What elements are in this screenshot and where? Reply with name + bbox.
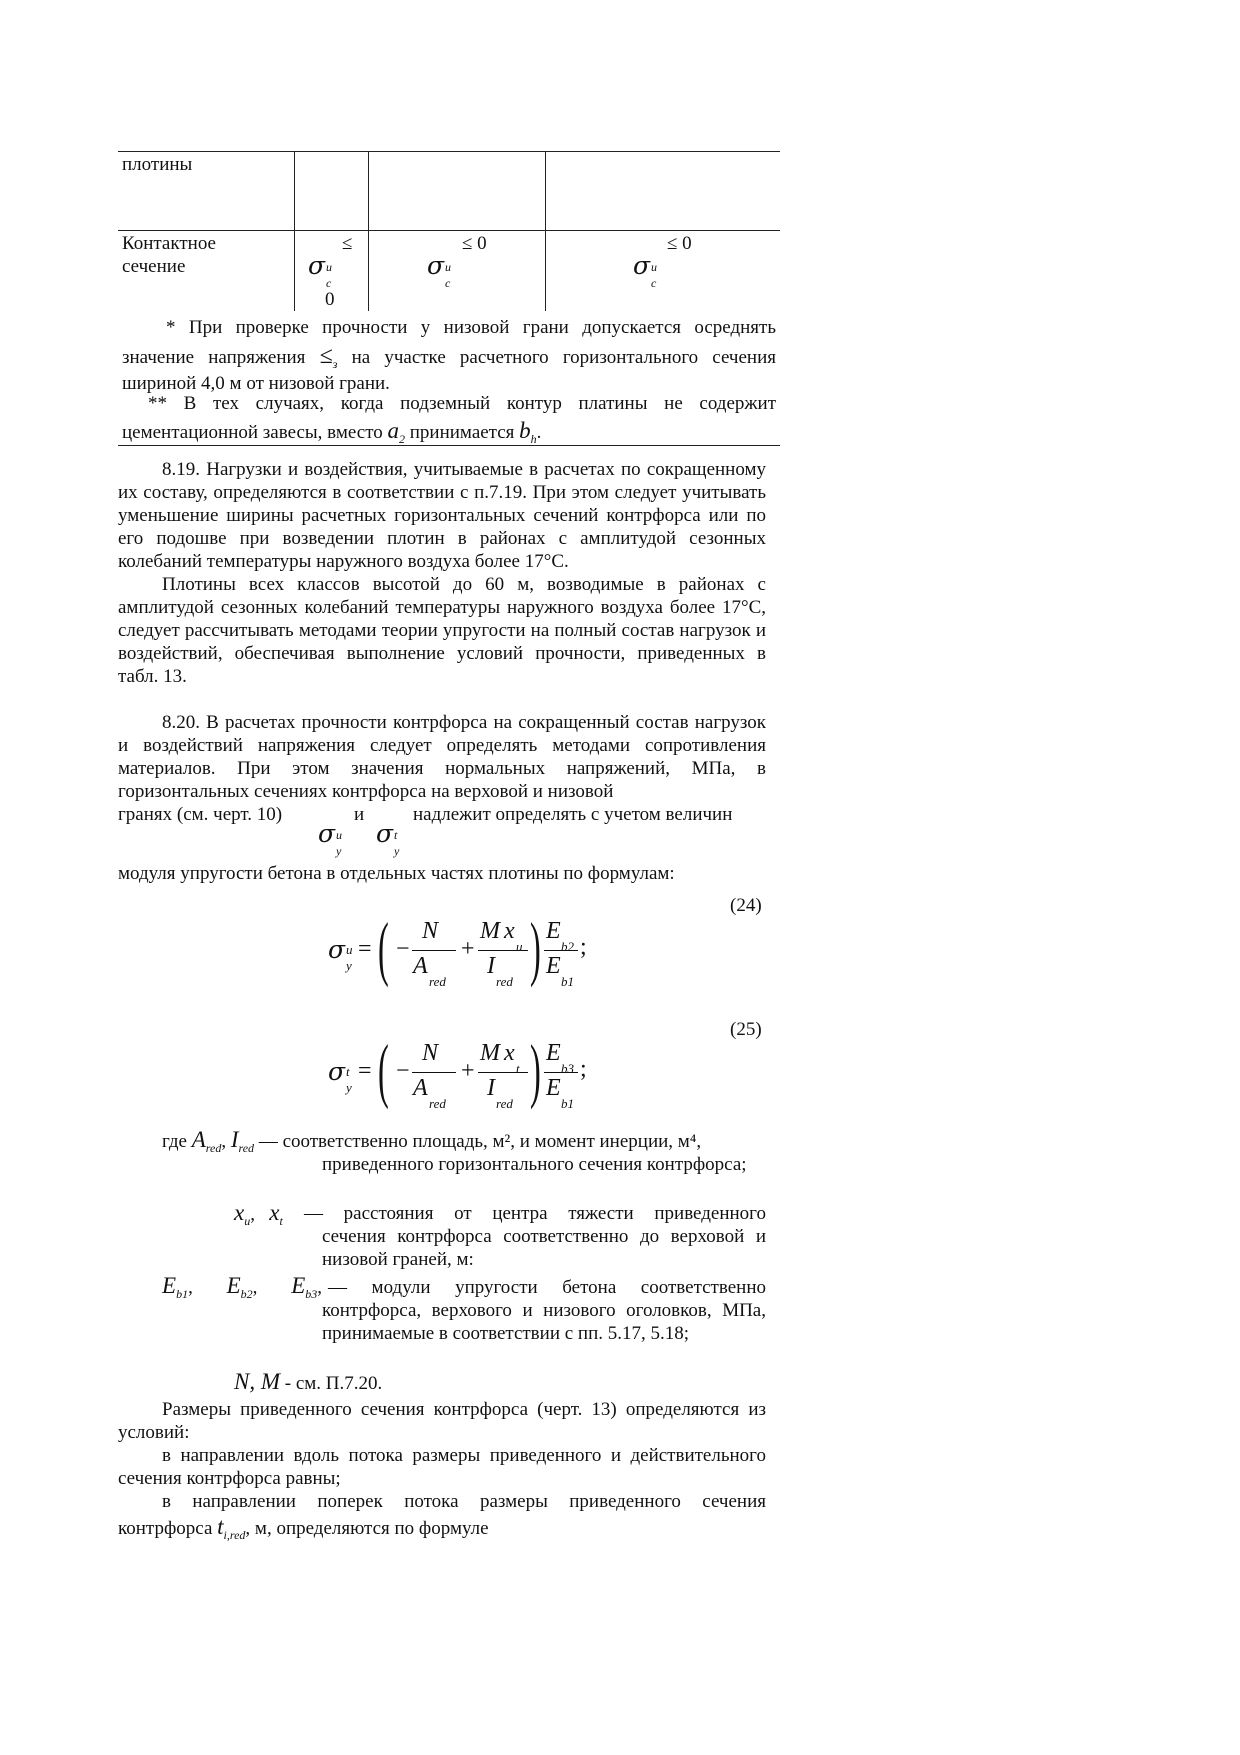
paragraph: Размеры приведенного сечения контрфорса (черт. 13) определяются из условий: [118,1399,766,1443]
equation-number: (24) [730,895,762,916]
paragraph: Плотины всех классов высотой до 60 м, возводимые в районах с амплитудой сезонных колебаний температуры наружного воздуха более 17°С, следует рассчитывать методами теории упругости на полный состав нагрузок и воздействий, обеспечивая выполнение условий прочности, приведенных в табл. 13. [118,574,766,687]
table-rule-top [118,151,780,152]
paragraph: в направлении вдоль потока размеры приведенного и действительного сечения контрфорса равны; [118,1445,766,1489]
table-cell-dam: плотины [122,154,193,175]
definition-forces: N, M - см. П.7.20. [234,1369,383,1394]
definition-text: приведенного горизонтального сечения контрфорса; [322,1154,747,1175]
paragraph: 8.20. В расчетах прочности контрфорса на сокращенный состав нагрузок и воздействий напряжения следует определять методами сопротивления материалов. При этом значения нормальных напряжений, МПа, в горизонтальных сечениях контрфорса на верховой и низовой [118,712,766,802]
section-tail [118,1398,766,1513]
sigma-y-u: σ u y [318,819,342,858]
table-rule-middle [118,230,780,231]
table-col-divider [545,151,546,311]
equation-24: σ u y = ( − N A red + M x u I red ) E b2 E b1 ; [328,908,587,989]
sigma-c-u: σ u c [427,251,451,290]
paragraph: модуля упругости бетона в отдельных частях плотины по формулам: [118,863,675,884]
footnote-bottom-rule [118,445,780,446]
definition-text: сечения контрфорса соответственно до верховой и низовой граней, м: [322,1226,766,1270]
paragraph: 8.19. Нагрузки и воздействия, учитываемые в расчетах по сокращенному их составу, определяются в соответствии с п.7.19. При этом следует учитывать уменьшение ширины расчетных горизонтальных сечений контрфорса или по его подошве при возведении плотин в районах с амплитудой сезонных колебаний температуры наружного воздуха более 17°С. [118,459,766,572]
section-8-20-last-line: гранях (см. черт. 10) и надлежит определять с учетом величин [118,804,733,825]
definition-moduli-symbols: $E_{b1}$, $E_{b2}$, $E_{b3}$, [162,1273,322,1301]
equation-number: (25) [730,1019,762,1040]
table-cell-leq-zero: ≤ 0 [462,233,487,254]
sigma-y-t: σ t y [376,819,400,858]
section-8-20 [118,711,766,803]
paragraph: в направлении поперек потока размеры приведенного сечения [162,1491,766,1512]
paragraph-last-line: контрфорса $t_{i,red}$, м, определяются по формуле [118,1514,489,1542]
sigma-c-u: σ u c [633,251,657,290]
definition-distance-first: — расстояния от центра тяжести приведенного [304,1203,766,1224]
definition-moduli-first: — модули упругости бетона соответственно [328,1277,766,1298]
table-cell-leq: ≤ [342,233,353,254]
definition-area-inertia: где $A_{red}$, $I_{red}$ — соответственно площадь, м², и момент инерции, м⁴, [162,1127,702,1155]
equation-25: σ t y = ( − N A red + M x t I red ) E b3 E b1 ; [328,1030,587,1111]
footnote-1: * При проверке прочности у низовой грани допускается осреднять значение напряжения $\le_з$ на участке расчетного горизонтального сечения шириной 4,0 м от низовой грани. [122,317,776,394]
definition-text: контрфорса, верхового и низового оголовков, МПа, принимаемые в соответствии с пп. 5.17, 5.18; [322,1300,766,1344]
definition-distance-symbols: $x_u$, $x_t$ [234,1200,283,1228]
section-8-19 [118,458,766,688]
table-cell-zero: 0 [325,289,335,310]
table-col-divider [368,151,369,311]
table-col-divider [294,151,295,311]
sigma-c-u: σ u c [308,251,332,290]
table-cell-contact-section: Контактное сечение [122,233,216,277]
footnote-2: ** В тех случаях, когда подземный контур платины не содержит цементационной завесы, вместо $a_2$ принимается $b_h$. [122,393,776,446]
table-cell-leq-zero: ≤ 0 [667,233,692,254]
